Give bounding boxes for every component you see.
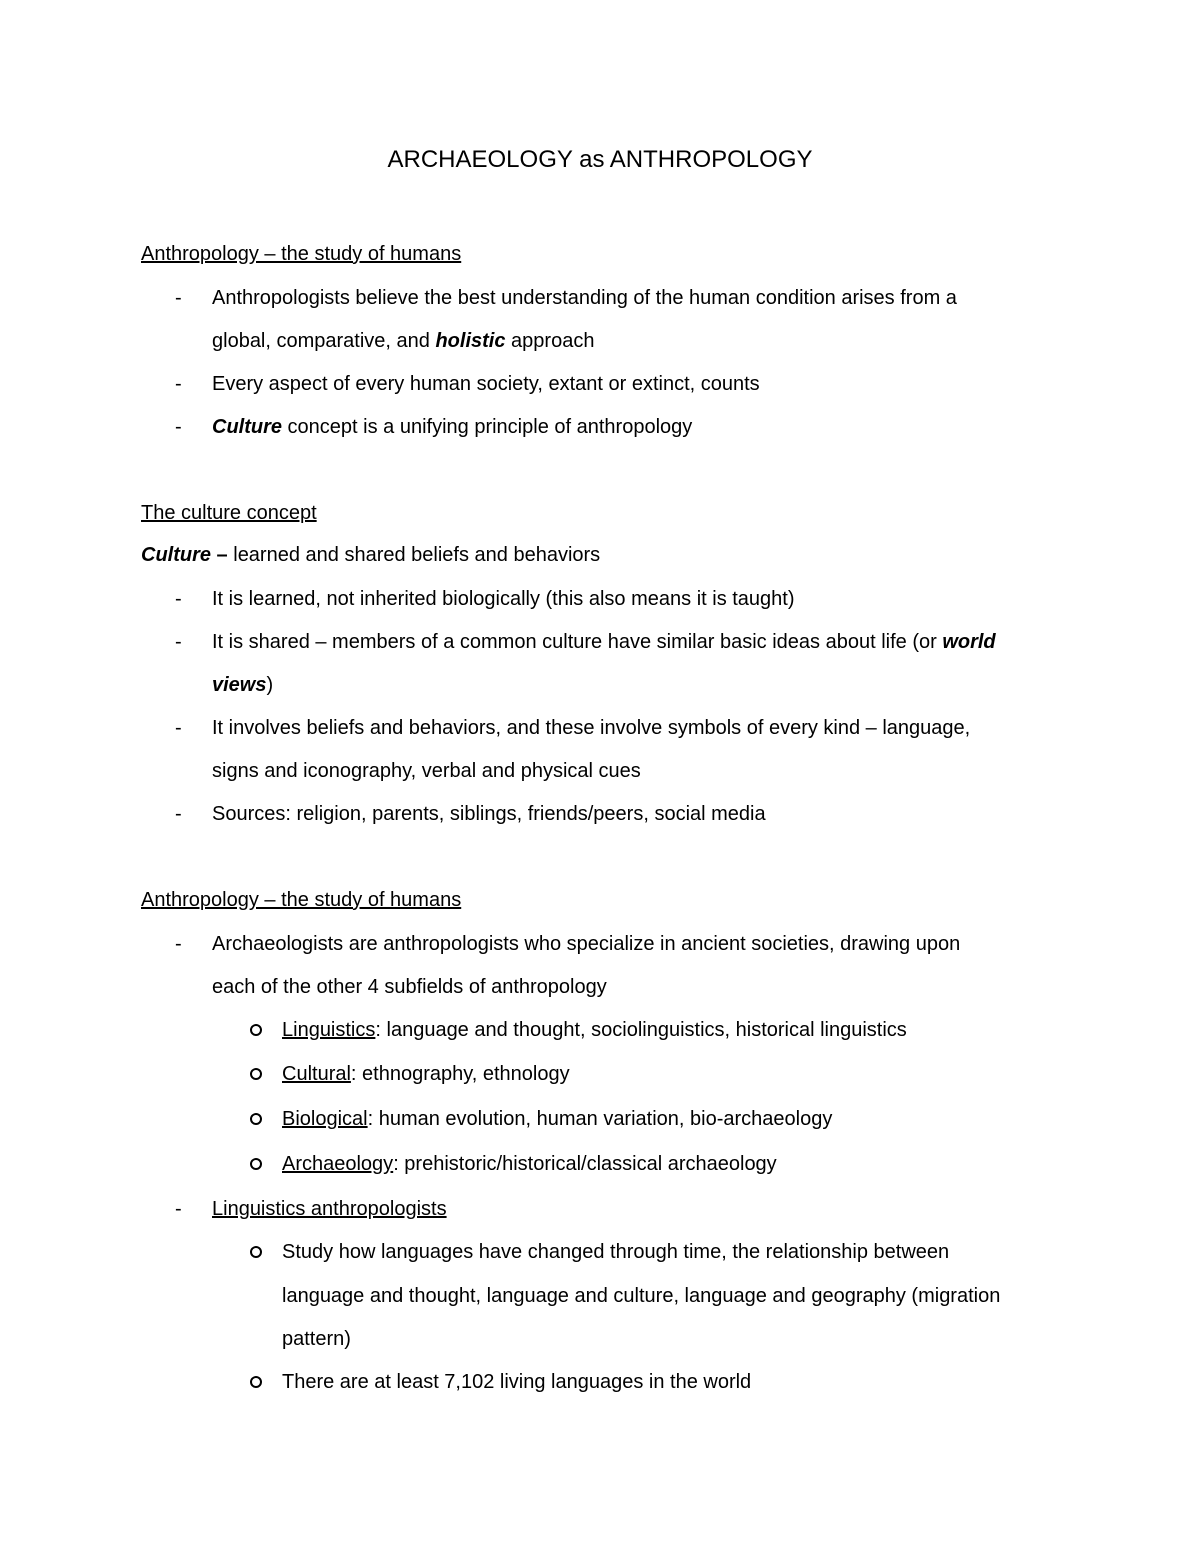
section-heading-culture-concept: The culture concept <box>141 502 317 524</box>
emphasis-views: views <box>212 674 267 696</box>
text-run: : human evolution, human variation, bio-archaeology <box>367 1108 833 1130</box>
circle-bullet <box>250 1024 262 1036</box>
list-item-text-continued <box>212 329 594 353</box>
dash-bullet: - <box>175 1198 182 1220</box>
sublist-item-text: There are at least 7,102 living languages in the world <box>282 1371 752 1393</box>
list-item-text: It is learned, not inherited biologically (this also means it is taught) <box>212 588 795 610</box>
dash-bullet: - <box>175 416 182 438</box>
list-item-text: Every aspect of every human society, extant or extinct, counts <box>212 373 760 395</box>
dash-bullet: - <box>175 803 182 825</box>
list-item-text: Archaeologists are anthropologists who specialize in ancient societies, drawing upon <box>212 933 961 955</box>
sublist-item-text-continued: language and thought, language and culture, language and geography (migration <box>282 1285 1001 1307</box>
subfield-term: Biological <box>282 1108 368 1130</box>
text-run: : prehistoric/historical/classical archaeology <box>393 1153 777 1175</box>
text-run: learned and shared beliefs and behaviors <box>227 544 601 566</box>
circle-bullet <box>250 1376 262 1388</box>
sublist-item-linguistics <box>282 1018 907 1042</box>
emphasis-culture: Culture <box>141 544 211 566</box>
page-title: ARCHAEOLOGY as ANTHROPOLOGY <box>387 146 813 173</box>
circle-bullet <box>250 1068 262 1080</box>
emphasis-culture: Culture <box>212 416 282 438</box>
circle-bullet <box>250 1158 262 1170</box>
dash-bullet: - <box>175 287 182 309</box>
list-item-text-continued: signs and iconography, verbal and physical cues <box>212 760 641 782</box>
emphasis-world: world <box>942 631 996 653</box>
text-run: concept is a unifying principle of anthropology <box>282 416 693 438</box>
list-item-text <box>212 415 692 439</box>
section-heading-anthropology: Anthropology – the study of humans <box>141 243 462 265</box>
circle-bullet <box>250 1246 262 1258</box>
sublist-item-cultural <box>282 1062 570 1086</box>
text-run: It is shared – members of a common culture have similar basic ideas about life (or <box>212 631 943 653</box>
list-item-text <box>212 630 996 654</box>
list-item-text-continued <box>212 673 273 697</box>
culture-definition <box>141 543 600 567</box>
list-item-text: Anthropologists believe the best understanding of the human condition arises from a <box>212 287 957 309</box>
sublist-item-text-continued: pattern) <box>282 1328 351 1350</box>
dash-bullet: - <box>175 373 182 395</box>
list-item-text: Sources: religion, parents, siblings, friends/peers, social media <box>212 803 766 825</box>
circle-bullet <box>250 1113 262 1125</box>
subfield-term: Cultural <box>282 1063 351 1085</box>
list-item-linguistics-anthropologists: Linguistics anthropologists <box>212 1198 447 1220</box>
subfield-term: Archaeology <box>282 1153 394 1175</box>
dash-bullet: - <box>175 588 182 610</box>
text-run: global, comparative, and <box>212 330 436 352</box>
sublist-item-biological <box>282 1107 832 1131</box>
dash-bullet: - <box>175 631 182 653</box>
text-run: : ethnography, ethnology <box>350 1063 570 1085</box>
sublist-item-archaeology <box>282 1152 777 1176</box>
dash-bullet: - <box>175 933 182 955</box>
sublist-item-text: Study how languages have changed through time, the relationship between <box>282 1241 950 1263</box>
text-run: approach <box>505 330 595 352</box>
text-run: ) <box>266 674 274 696</box>
definition-dash: – <box>211 544 228 566</box>
list-item-text: It involves beliefs and behaviors, and these involve symbols of every kind – language, <box>212 717 971 739</box>
list-item-text-continued: each of the other 4 subfields of anthropology <box>212 976 607 998</box>
subfield-term: Linguistics <box>282 1019 376 1041</box>
emphasis-holistic: holistic <box>435 330 506 352</box>
text-run: : language and thought, sociolinguistics, historical linguistics <box>375 1019 907 1041</box>
dash-bullet: - <box>175 717 182 739</box>
section-heading-anthropology-2: Anthropology – the study of humans <box>141 889 462 911</box>
